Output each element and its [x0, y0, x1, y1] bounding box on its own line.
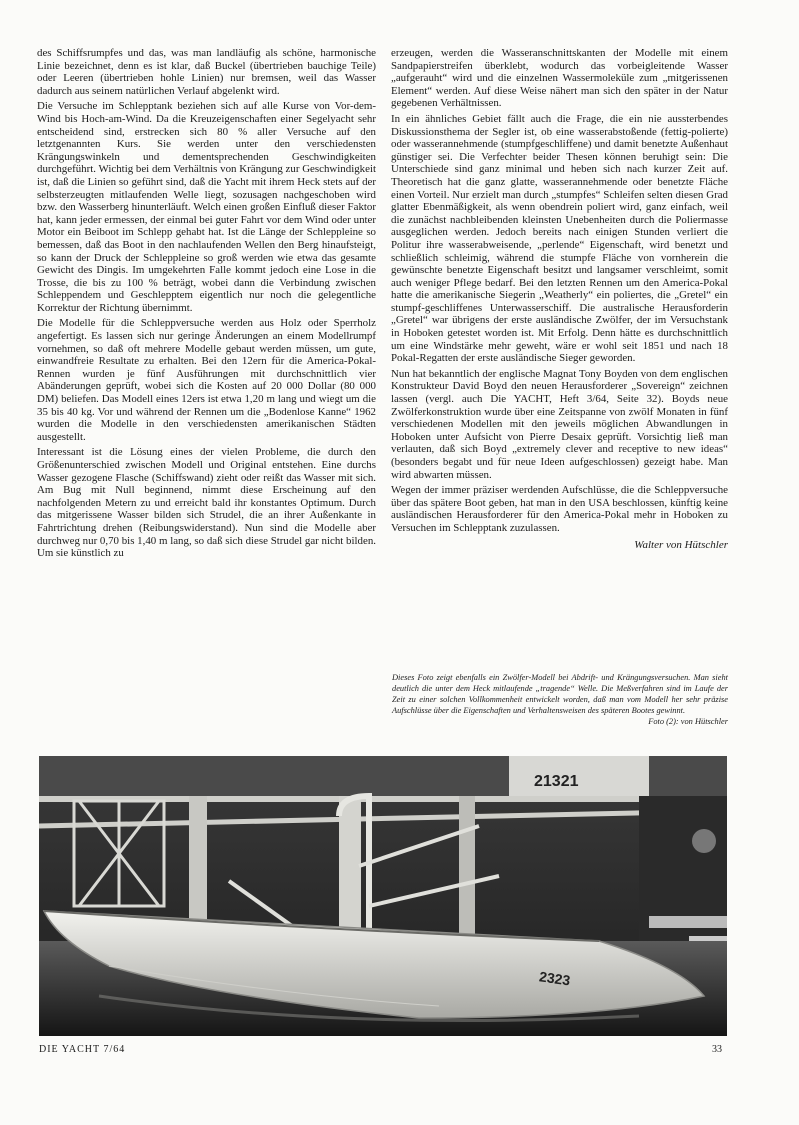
caption-text: Dieses Foto zeigt ebenfalls ein Zwölfer-Modell bei Abdrift- und Krängungsversuchen. Man sieht deutlich die unter dem Heck mitlaufende „tragende“ Welle. Die Meßverfahren sind im Laufe der Zeit zu einer solchen Vollkommenheit entwickelt worden, daß man vom Modell her sehr präzise Aufschlüsse über die Eigenschaften und Verhaltensweisen des späteren Bootes gewinnt.	[392, 673, 728, 715]
paragraph: In ein ähnliches Gebiet fällt auch die Frage, die ein nie aussterbendes Diskussionsthema der Segler ist, ob eine wasserabstoßende (fettig-polierte) oder wasserannehmende (stumpfgeschliffene) und damit benetzte Außenhaut günstiger sei. Die Verfechter beider Thesen können beruhigt sein: Die Unterschiede sind ganz minimal und heben sich nach kurzer Zeit auf. Theoretisch hat die ganz glatte, wasserannehmende oder benetzte Fläche einen Vorteil. Nur erzielt man durch „stumpfes“ Schleifen selten diesen Grad glatter Ebenmäßigkeit, als wenn obendrein poliert wird, ganz einfach, weil die zunächst nachbleibenden kleinsten Unebenheiten durch die Poliermasse ausgeglichen werden. Jedoch bereits nach einigen Stunden verliert die Politur ihre wasserabweisende, „perlende“ Eigenschaft, wird benetzt und schließlich schleimig, während die stumpfe Fläche von vornherein die gewünschte benetzte Eigenschaft besitzt und langsamer verschleimt, somit auch weniger Pflege bedarf. Bei den letzten Rennen um den America-Pokal hatte die amerikanische Siegerin „Weatherly“ ein poliertes, die „Gretel“ ein stumpf-geschliffenes Unterwasserschiff. Die australische Herausforderin „Gretel“ war übrigens der erste ausländische Zwölfer, der im Versuchstank in Hoboken getestet worden ist. Mit Erfolg. Denn hätte es durchschnittlich um eine Windstärke mehr geweht, wäre er wohl seit 1851 und nach 18 Pokal-Regatten der erste ausländische Sieger geworden.	[391, 112, 728, 365]
paragraph: Nun hat bekanntlich der englische Magnat Tony Boyden von dem englischen Konstrukteur David Boyd den neuen Herausforderer „Sovereign“ zeichnen lassen (vergl. auch Die YACHT, Heft 3/64, Seite 32). Boyds neue Zwölferkonstruktion wurde über eine Zeitspanne von zwölf Monaten in fünf verschiedenen Modellen mit den jeweils möglichen Abwandlungen in Hoboken unter Aufsicht von Pierre Desaix geprüft. Vorsichtig ließ man verlauten, daß sich Boyd „extremely clever and receptive to new ideas“ (besonders begabt und für neue Ideen aufgeschlossen) gezeigt habe. Man wird abwarten müssen.	[391, 367, 728, 481]
paragraph: Wegen der immer präziser werdenden Aufschlüsse, die die Schleppversuche über das spätere Boot geben, hat man in den USA beschlossen, künftig keine ausländischen Herausforderer für den America-Pokal mehr in Hoboken zu Versuchen im Schlepptank zuzulassen.	[391, 484, 728, 534]
paragraph: Interessant ist die Lösung eines der vielen Probleme, die durch den Größenunterschied zwischen Modell und Original entstehen. Eine durchs Wasser gezogene Flasche (Schiffswand) zieht oder reißt das Wasser mit sich. Am Bug mit Null beginnend, nimmt diese Erscheinung auf den nachfolgenden Metern zu und erreicht bald ihr konstantes Optimum. Durch das mitgerissene Wasser bilden sich Strudel, die an ihrer Außenkante in Fahrtrichtung drehen (Reibungswiderstand). Nun sind die Modelle aber durchweg nur 0,70 bis 1,40 m lang, so daß sich diese Strudel gar nicht bilden. Um sie künstlich zu	[37, 446, 376, 560]
photo-credit: Foto (2): von Hütschler	[648, 717, 728, 726]
magazine-issue: DIE YACHT 7/64	[39, 1044, 126, 1055]
towing-tank-photo	[39, 756, 727, 1036]
right-text-column	[391, 47, 728, 551]
paragraph: Die Modelle für die Schleppversuche werden aus Holz oder Sperrholz angefertigt. Es lassen sich nur geringe Änderungen an einem Modellrumpf vornehmen, so daß oft mehrere Modelle gebaut werden müssen, um gute, einwandfreie Resultate zu erhalten. Bei den 12ern für die America-Pokal-Rennen wurden je fünf Ausführungen mit durchschnittlich vier Abänderungen geprüft, wobei sich die Kosten auf 20 000 Dollar (80 000 DM) beliefen. Das Modell eines 12ers ist etwa 1,20 m lang und wiegt um die 35 bis 40 kg. Vor und während der Rennen um die „Bodenlose Kanne“ 1962 wurden die Modelle in den verschiedensten amerikanischen Städten ausgestellt.	[37, 317, 376, 443]
paragraph: erzeugen, werden die Wasseranschnittskanten der Modelle mit einem Sandpapierstreifen überklebt, wodurch das vorbeigleitende Wasser „aufgerauht“ wird und die einzelnen Wassermoleküle zum „mitgerissenen Element“ werden. Auf diese Weise nähert man sich den später in der Natur gegebenen Verhältnissen.	[391, 47, 728, 110]
paragraph: des Schiffsrumpfes und das, was man landläufig als schöne, harmonische Linie bezeichnet, denn es ist klar, daß Buckel (übertrieben bauchige Teile) oder Leeren (übertrieben hohle Linien) nur bremsen, weil das Wasser dadurch aus seinem natürlichen Verlauf abgelenkt wird.	[37, 47, 376, 97]
page-number: 33	[712, 1044, 722, 1055]
hull-number: 2323	[538, 968, 572, 989]
photo-caption	[392, 672, 728, 727]
left-text-column	[37, 47, 376, 563]
author-signature: Walter von Hütschler	[634, 538, 728, 551]
paragraph: Die Versuche im Schlepptank beziehen sich auf alle Kurse von Vor-dem-Wind bis Hoch-am-Wind. Da die Kreuzeigenschaften einer Segelyacht sehr entscheidend sind, erstrecken sich 80 % aller Versuche auf den letztgenannten Kurs. Sie werden unter den verschiedensten Krängungswinkeln und dementsprechenden Geschwindigkeiten durchgeführt. Wichtig bei dem Verhältnis von Krängung zur Geschwindigkeit ist, daß die Linien so geführt sind, daß die Yacht mit ihrem Heck stets auf der selbsterzeugten mitlaufenden Welle liegt, sozusagen nachgeschoben wird bzw. den Wasserberg hinunterläuft. Welch einen großen Einfluß dieser Faktor hat, kann jeder ermessen, der einmal bei guter Fahrt vor dem Wind oder unter Motor ein Beiboot im Schlepp gehabt hat. Ist die Länge der Schleppleine so bemessen, daß das Boot in den nachlaufenden Wellen den Berg hinaufsteigt, so kann der Druck der Schleppleine so groß werden wie etwa das gesamte Gewicht des Dingis. Im umgekehrten Falle kommt jedoch eine Lose in die Trosse, die bis zu 100 % beträgt, wobei dann die Verbindung zwischen Schleppendem und Geschlepptem eigentlich nur noch die gelegentliche Korrektur der Richtung übernimmt.	[37, 100, 376, 314]
photo-illustration	[39, 756, 727, 1036]
carriage-number: 21321	[534, 773, 579, 790]
